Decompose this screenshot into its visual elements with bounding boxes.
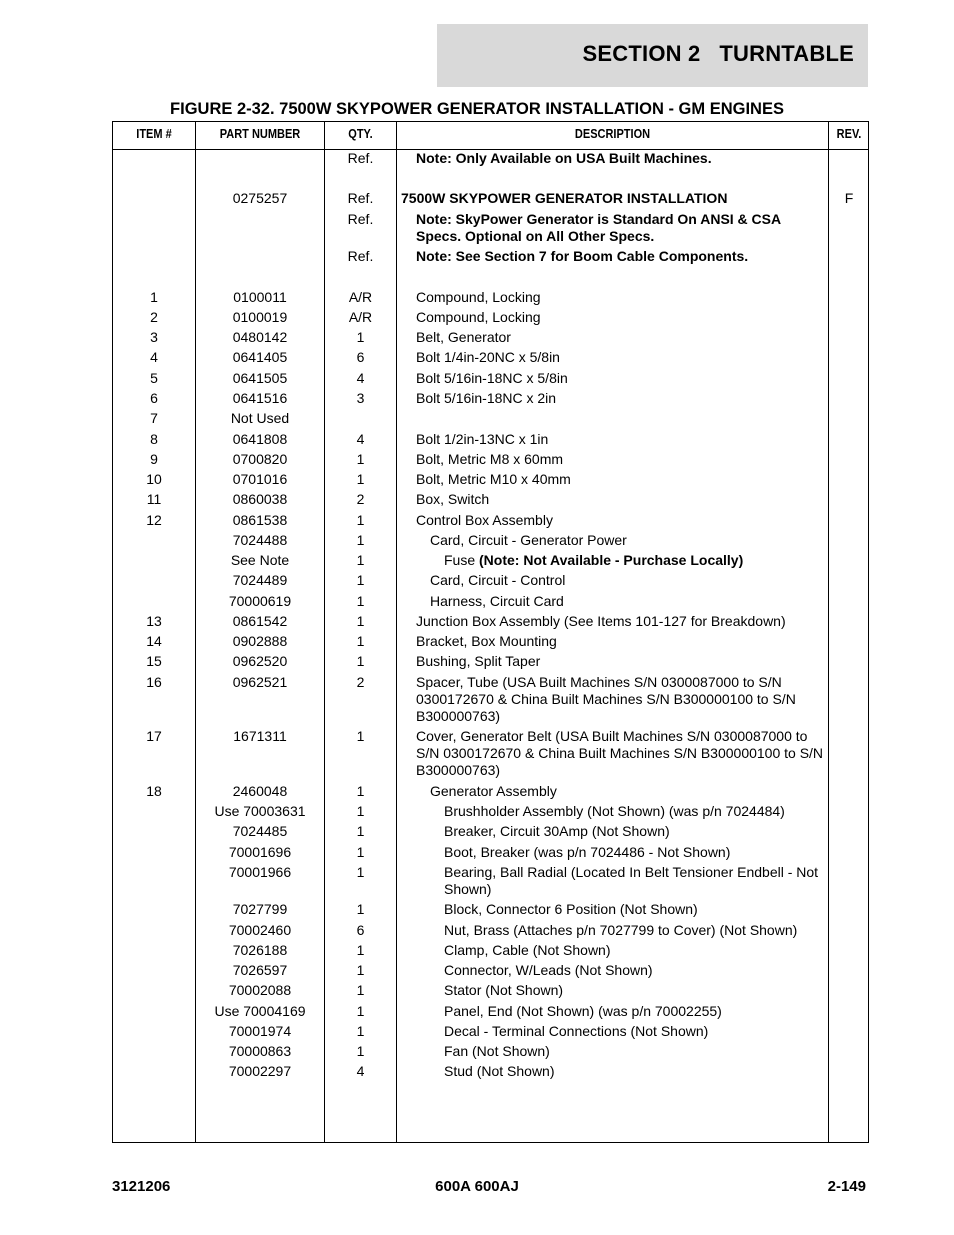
part-number: 70001966 — [228, 864, 292, 880]
description: Block, Connector 6 Position (Not Shown) — [444, 901, 698, 917]
description: Bolt, Metric M10 x 40mm — [416, 471, 571, 487]
description: Connector, W/Leads (Not Shown) — [444, 962, 653, 978]
quantity: 1 — [356, 901, 365, 917]
description: Bracket, Box Mounting — [416, 633, 557, 649]
description: Control Box Assembly — [416, 512, 553, 528]
item-number: 15 — [146, 653, 162, 669]
quantity: 1 — [356, 823, 365, 839]
part-number: 1671311 — [233, 728, 287, 744]
description: Cover, Generator Belt (USA Built Machines S/N 0300087000 to S/N 0300172670 & China Built Machines S/N B300000100 to S/N B300000763) — [416, 728, 824, 778]
quantity: 1 — [356, 844, 365, 860]
header-part-number: PART NUMBER — [219, 127, 301, 141]
quantity: 1 — [356, 593, 365, 609]
description: Nut, Brass (Attaches p/n 7027799 to Cover) (Not Shown) — [444, 922, 798, 938]
quantity: 1 — [356, 329, 365, 345]
item-number: 1 — [150, 289, 158, 305]
item-number: 5 — [150, 370, 158, 386]
quantity: 4 — [356, 1063, 365, 1079]
part-number: 70002297 — [228, 1063, 292, 1079]
description: Clamp, Cable (Not Shown) — [444, 942, 611, 958]
quantity: Ref. — [347, 190, 374, 206]
part-number: 70000863 — [228, 1043, 292, 1059]
section-title: SECTION 2 TURNTABLE — [582, 41, 854, 66]
description: Box, Switch — [416, 491, 490, 507]
item-number: 10 — [146, 471, 162, 487]
part-number: 0701016 — [232, 471, 288, 487]
description: Bolt 5/16in-18NC x 5/8in — [416, 370, 568, 386]
quantity: 1 — [356, 942, 365, 958]
quantity: 1 — [356, 962, 365, 978]
quantity: A/R — [348, 289, 373, 305]
quantity: Ref. — [347, 150, 374, 166]
quantity: 1 — [356, 613, 365, 629]
part-number: 70000619 — [228, 593, 292, 609]
description: Bolt 1/2in-13NC x 1in — [416, 431, 549, 447]
quantity: 1 — [356, 1023, 365, 1039]
part-number: 0275257 — [232, 190, 288, 206]
part-number: 0962520 — [232, 653, 288, 669]
part-number: 0902888 — [232, 633, 288, 649]
part-number: 70002460 — [228, 922, 292, 938]
description: Bolt, Metric M8 x 60mm — [416, 451, 564, 467]
item-number: 11 — [146, 491, 162, 507]
description: Decal - Terminal Connections (Not Shown) — [444, 1023, 709, 1039]
part-number: 0641516 — [232, 390, 288, 406]
quantity: 2 — [356, 491, 365, 507]
quantity: 1 — [356, 803, 365, 819]
parts-table — [112, 121, 869, 1143]
part-number: 0641505 — [232, 370, 288, 386]
quantity: Ref. — [347, 248, 374, 264]
quantity: 1 — [356, 512, 365, 528]
description: Compound, Locking — [416, 289, 541, 305]
quantity: 1 — [356, 653, 365, 669]
description: Bolt 1/4in-20NC x 5/8in — [416, 349, 560, 365]
description: Junction Box Assembly (See Items 101-127 for Breakdown) — [416, 613, 786, 629]
section-banner — [437, 24, 868, 87]
part-number: 7024489 — [232, 572, 288, 588]
part-number: 0861542 — [232, 613, 288, 629]
part-number: 0962521 — [232, 674, 288, 690]
quantity: 1 — [356, 982, 365, 998]
description: Stator (Not Shown) — [444, 982, 564, 998]
description: Note: SkyPower Generator is Standard On ANSI & CSA Specs. Optional on All Other Specs. — [416, 211, 781, 244]
quantity: 1 — [356, 471, 365, 487]
part-number: 0480142 — [232, 329, 288, 345]
description: Breaker, Circuit 30Amp (Not Shown) — [444, 823, 670, 839]
part-number: 7024488 — [232, 532, 288, 548]
description: Bearing, Ball Radial (Located In Belt Tensioner Endbell - Not Shown) — [444, 864, 819, 897]
quantity: 1 — [356, 864, 365, 880]
part-number: 0861538 — [232, 512, 288, 528]
description: Note: Only Available on USA Built Machines. — [416, 150, 712, 166]
header-description: DESCRIPTION — [574, 127, 651, 141]
description-text: Fuse — [444, 552, 480, 568]
item-number: 13 — [146, 613, 162, 629]
part-number: 7024485 — [232, 823, 288, 839]
footer-model: 600A 600AJ — [435, 1178, 519, 1195]
item-number: 4 — [150, 349, 158, 365]
item-number: 9 — [150, 451, 158, 467]
item-number: 12 — [146, 512, 162, 528]
description: Compound, Locking — [416, 309, 541, 325]
header-rev: REV. — [836, 127, 862, 141]
quantity: 1 — [356, 783, 365, 799]
quantity: 4 — [356, 431, 365, 447]
item-number: 16 — [146, 674, 162, 690]
part-number: Not Used — [230, 410, 290, 426]
quantity: 1 — [356, 451, 365, 467]
quantity: 4 — [356, 370, 365, 386]
figure-title: FIGURE 2-32. 7500W SKYPOWER GENERATOR INSTALLATION - GM ENGINES — [170, 100, 784, 118]
item-number: 2 — [150, 309, 158, 325]
quantity: 1 — [356, 633, 365, 649]
description: Bolt 5/16in-18NC x 2in — [416, 390, 557, 406]
footer-doc-number: 3121206 — [112, 1178, 171, 1195]
description: Card, Circuit - Generator Power — [430, 532, 627, 548]
description — [444, 552, 824, 569]
quantity: 6 — [356, 922, 365, 938]
part-number: 2460048 — [232, 783, 288, 799]
part-number: Use 70004169 — [214, 1003, 306, 1019]
quantity: 2 — [356, 674, 365, 690]
item-number: 7 — [150, 410, 158, 426]
revision: F — [844, 190, 854, 206]
description: Belt, Generator — [416, 329, 511, 345]
description: Note: See Section 7 for Boom Cable Components. — [416, 248, 749, 264]
description-note: (Note: Not Available - Purchase Locally) — [479, 552, 744, 568]
description: Harness, Circuit Card — [430, 593, 564, 609]
description: Stud (Not Shown) — [444, 1063, 555, 1079]
quantity: A/R — [348, 309, 373, 325]
part-number: 7026188 — [232, 942, 288, 958]
description: Fan (Not Shown) — [444, 1043, 550, 1059]
quantity: 1 — [356, 532, 365, 548]
part-number: 70001974 — [228, 1023, 292, 1039]
part-number: 70002088 — [228, 982, 292, 998]
part-number: 0100011 — [233, 289, 287, 305]
quantity: 1 — [356, 1043, 365, 1059]
item-number: 6 — [150, 390, 158, 406]
part-number: 70001696 — [228, 844, 292, 860]
description: Generator Assembly — [430, 783, 557, 799]
column-divider — [828, 122, 829, 1142]
part-number: 0100019 — [232, 309, 288, 325]
item-number: 18 — [146, 783, 162, 799]
quantity: 3 — [356, 390, 365, 406]
description: Spacer, Tube (USA Built Machines S/N 0300087000 to S/N 0300172670 & China Built Machines S/N B300000100 to S/N B300000763) — [416, 674, 796, 724]
item-number: 17 — [146, 728, 162, 744]
quantity: 6 — [356, 349, 365, 365]
part-number: 0700820 — [232, 451, 288, 467]
description: Boot, Breaker (was p/n 7024486 - Not Shown) — [444, 844, 731, 860]
part-number: 7026597 — [232, 962, 288, 978]
part-number: 0641808 — [232, 431, 288, 447]
column-divider — [396, 122, 397, 1142]
description: Bushing, Split Taper — [416, 653, 541, 669]
quantity: 1 — [356, 572, 365, 588]
header-qty: QTY. — [348, 127, 373, 141]
part-number: 0641405 — [232, 349, 288, 365]
item-number: 3 — [150, 329, 158, 345]
quantity: 1 — [356, 728, 365, 744]
description: Brushholder Assembly (Not Shown) (was p/n 7024484) — [444, 803, 785, 819]
header-item: ITEM # — [136, 127, 172, 141]
part-number: See Note — [230, 552, 290, 568]
description: Card, Circuit - Control — [430, 572, 566, 588]
description: 7500W SKYPOWER GENERATOR INSTALLATION — [401, 190, 728, 206]
item-number: 14 — [146, 633, 162, 649]
quantity: Ref. — [347, 211, 374, 227]
part-number: 0860038 — [232, 491, 288, 507]
description: Panel, End (Not Shown) (was p/n 70002255) — [444, 1003, 722, 1019]
footer-page-number: 2-149 — [827, 1178, 866, 1195]
quantity: 1 — [356, 552, 365, 568]
item-number: 8 — [150, 431, 158, 447]
part-number: Use 70003631 — [214, 803, 306, 819]
quantity: 1 — [356, 1003, 365, 1019]
part-number: 7027799 — [232, 901, 288, 917]
